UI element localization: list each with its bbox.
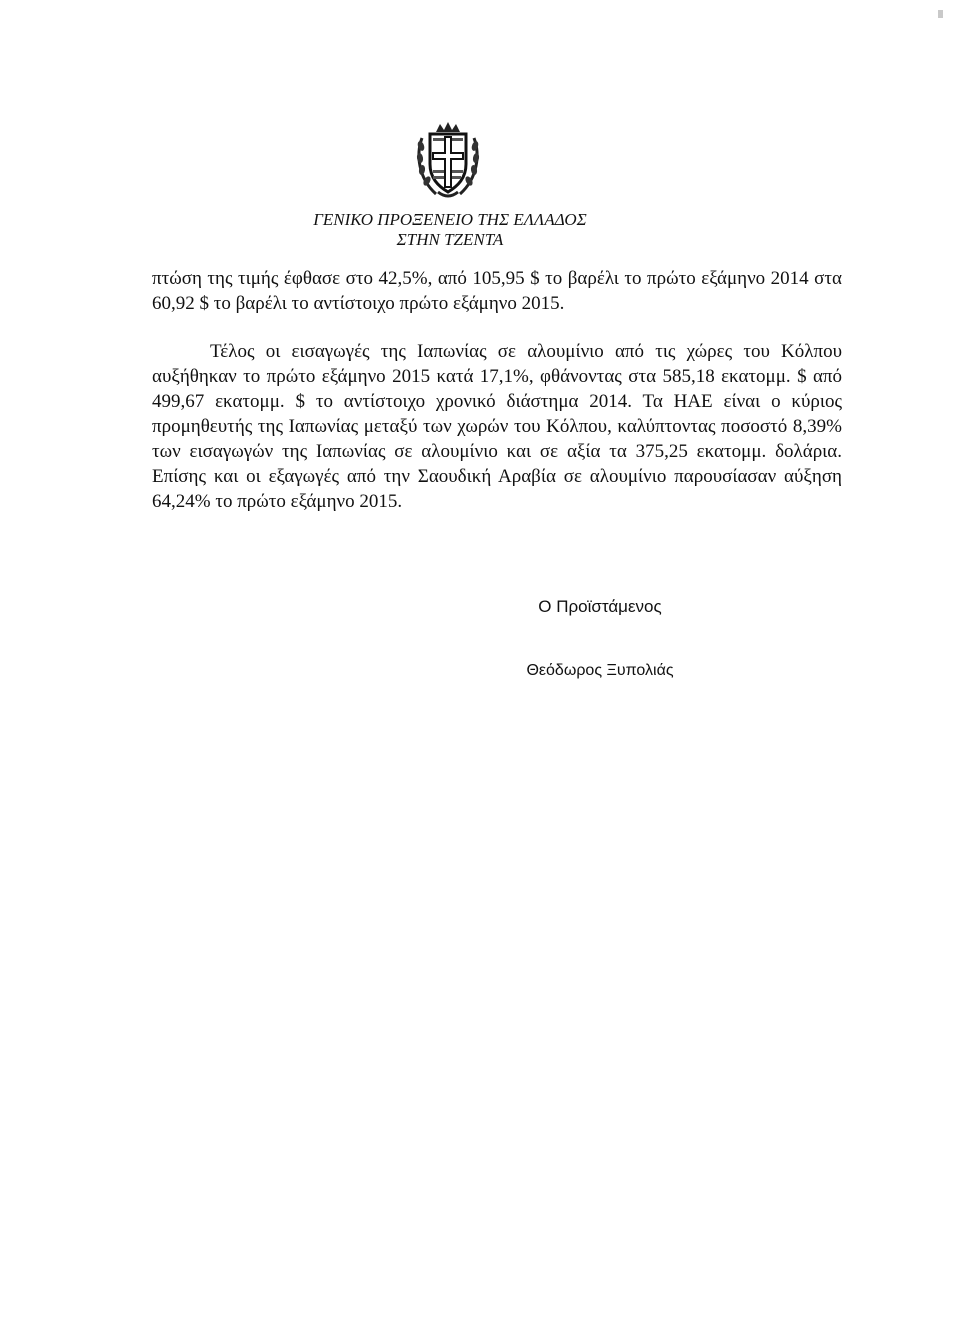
greek-coat-of-arms-icon [412,120,484,204]
letterhead-line-2: ΣΤΗΝ ΤΖΕΝΤΑ [396,230,504,249]
body-paragraph-2: Τέλος οι εισαγωγές της Ιαπωνίας σε αλουμίνιο από τις χώρες του Κόλπου αυξήθηκαν το πρώτο εξάμηνο 2015 κατά 17,1%, φθάνοντας στα 585,18 εκατομμ. $ από 499,67 εκατομμ. $ το αντίστοιχο χρονικό διάστημα 2014. Τα ΗΑΕ είναι ο κύριος προμηθευτής της Ιαπωνίας μεταξύ των χωρών του Κόλπου, καλύπτοντας ποσοστό 8,39% των εισαγωγών της Ιαπωνίας σε αλουμίνιο και σε αξία τα 375,25 εκατομμ. δολάρια. Επίσης και οι εξαγωγές από την Σαουδική Αραβία σε αλουμίνιο παρουσίασαν αύξηση 64,24% το πρώτο εξάμηνο 2015. [152,341,842,512]
body-paragraph-1: πτώση της τιμής έφθασε στο 42,5%, από 105,95 $ το βαρέλι το πρώτο εξάμηνο 2014 στα 60,92 $ το βαρέλι το αντίστοιχο πρώτο εξάμηνο 2015. [152,268,842,314]
signature-title: Ο Προϊστάμενος [538,597,662,616]
scan-speck [938,10,943,18]
signature-name: Θεόδωρος Ξυπολιάς [526,662,674,679]
letterhead [250,210,650,250]
letterhead-line-1: ΓΕΝΙΚΟ ΠΡΟΞΕΝΕΙΟ ΤΗΣ ΕΛΛΑΔΟΣ [313,210,587,229]
